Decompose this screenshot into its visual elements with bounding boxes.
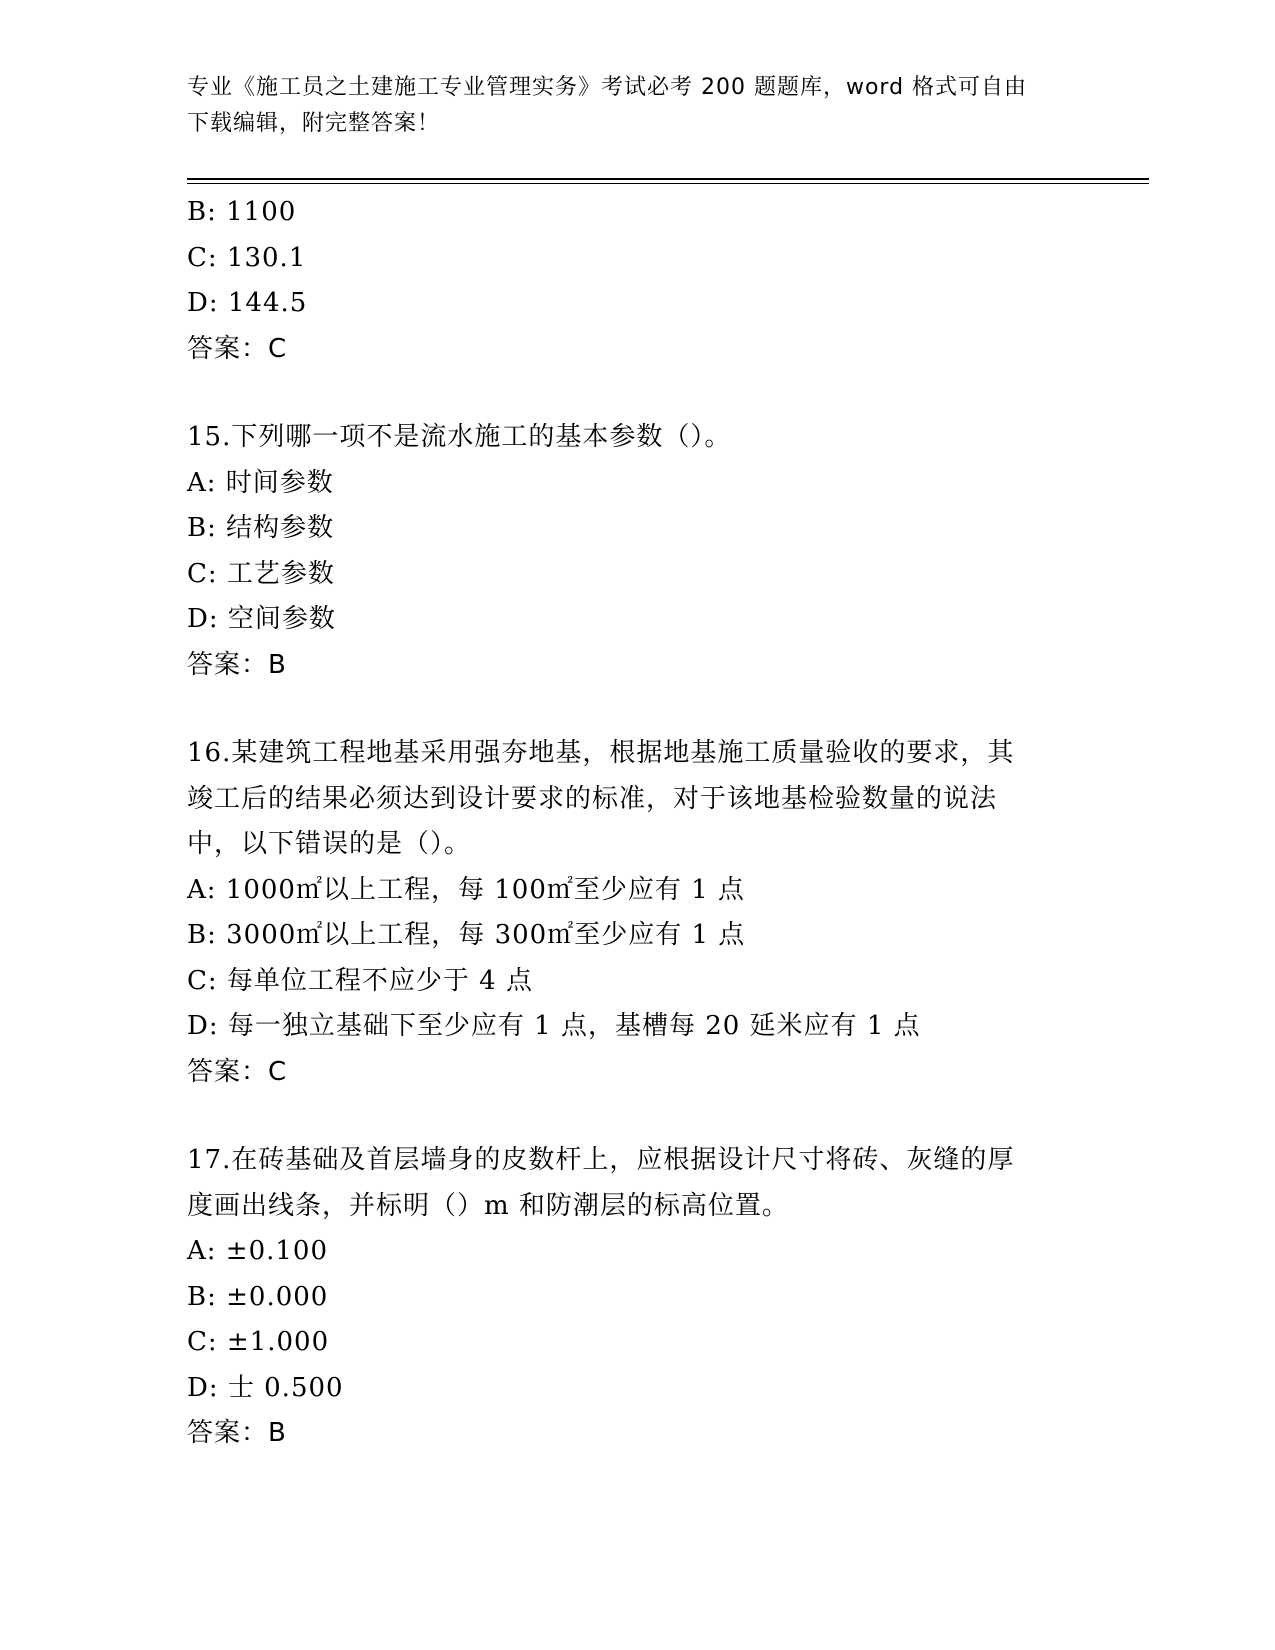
option-a: A: 时间参数 [187,467,334,498]
option-a: A: 1000㎡以上工程，每 100㎡至少应有 1 点 [187,874,745,905]
option-b: B: ±0.000 [187,1281,329,1312]
document-header [187,70,1067,142]
spacer [187,1095,1087,1138]
question-17 [187,1138,1087,1457]
question-text-line-2: 度画出线条，并标明（）m 和防潮层的标高位置。 [187,1190,789,1221]
option-a: A: ±0.100 [187,1236,329,1266]
header-line-2: 下载编辑，附完整答案！ [187,111,441,136]
option-c: C: ±1.000 [187,1327,330,1357]
answer: 答案：C [187,1056,288,1087]
question-14-continued [187,190,1087,372]
answer: 答案：B [187,1418,287,1448]
option-d: D: 空间参数 [187,604,336,634]
question-text-line-1: 17.在砖基础及首层墙身的皮数杆上，应根据设计尺寸将砖、灰缝的厚 [187,1145,1015,1175]
answer: 答案：C [187,333,288,364]
header-divider-thin [187,183,1149,184]
question-text-line-2: 竣工后的结果必须达到设计要求的标准，对于该地基检验数量的说法 [187,783,998,814]
option-b: B: 结构参数 [187,513,335,543]
answer: 答案：B [187,649,287,680]
question-16 [187,731,1087,1095]
option-c: C: 工艺参数 [187,558,335,589]
question-list [187,190,1087,1457]
question-text: 15.下列哪一项不是流水施工的基本参数（）。 [187,422,732,452]
question-15 [187,415,1087,688]
spacer [187,372,1087,415]
option-b: B: 3000㎡以上工程，每 300㎡至少应有 1 点 [187,920,746,950]
header-divider-thick [187,178,1149,180]
option-d: D: 144.5 [187,288,308,318]
spacer [187,688,1087,731]
header-line-1: 专业《施工员之土建施工专业管理实务》考试必考 200 题题库，word 格式可自由 [187,75,1028,100]
question-text-line-1: 16.某建筑工程地基采用强夯地基，根据地基施工质量验收的要求，其 [187,738,1015,768]
question-text-line-3: 中，以下错误的是（）。 [187,829,472,859]
option-d: D: 每一独立基础下至少应有 1 点，基槽每 20 延米应有 1 点 [187,1011,921,1041]
option-d: D: 士 0.500 [187,1372,344,1403]
option-c: C: 130.1 [187,242,307,273]
option-b: B: 1100 [187,197,297,227]
option-c: C: 每单位工程不应少于 4 点 [187,965,533,996]
